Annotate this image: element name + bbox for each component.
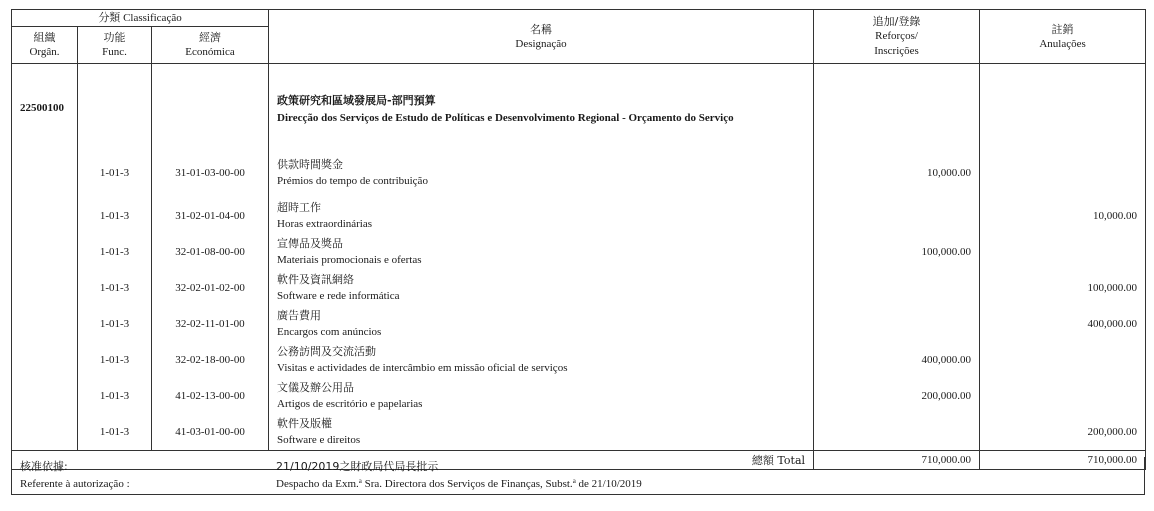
func-code: 1-01-3 [78,342,152,378]
table-row [12,270,1146,306]
reforcos-pt1: Reforços/ [875,30,918,42]
reforcos-header [814,10,980,64]
classification-header [12,10,269,27]
authorization-footer [11,457,1145,495]
designation-header [269,10,814,64]
anulacao-value [980,148,1146,198]
item-description [269,234,814,270]
item-pt: Software e rede informática [277,290,400,302]
econ-code: 32-01-08-00-00 [152,234,269,270]
func-code: 1-01-3 [78,414,152,451]
item-pt: Artigos de escritório e papelarias [277,398,423,410]
reforco-value [814,414,980,451]
item-description [269,342,814,378]
econ-header [152,27,269,64]
item-cn: 軟件及資訊網絡 [277,273,355,286]
anulacoes-header [980,10,1146,64]
reforcos-cn: 追加/登錄 [872,15,921,28]
item-description [269,198,814,234]
func-code: 1-01-3 [78,234,152,270]
organ-code: 22500100 [12,64,78,149]
func-header [78,27,152,64]
item-pt: Horas extraordinárias [277,218,373,230]
econ-code: 41-03-01-00-00 [152,414,269,451]
section-title-cn: 政策研究和區域發展局-部門預算 [277,94,436,107]
item-cn: 公務訪問及交流活動 [277,345,377,358]
classification-cn: 分類 [98,11,121,24]
reforco-value [814,306,980,342]
reforco-value [814,270,980,306]
total-anulacao: 710,000.00 [980,451,1146,470]
dispatch-pt-a: Despacho da Exm. [276,478,359,490]
anulacao-value: 100,000.00 [980,270,1146,306]
dispatch-pt-b: Sra. Directora dos Serviços de Finanças, Subst. [361,478,573,490]
econ-code: 32-02-11-01-00 [152,306,269,342]
reforcos-pt2: Inscrições [874,45,919,57]
econ-code: 32-02-18-00-00 [152,342,269,378]
item-cn: 文儀及辦公用品 [277,381,355,394]
item-pt: Visitas e actividades de intercâmbio em missão oficial de serviços [277,362,568,374]
section-row [12,64,1146,149]
header-row-1 [12,10,1146,27]
reforco-value: 100,000.00 [814,234,980,270]
table-row [12,148,1146,198]
item-description [269,270,814,306]
func-code: 1-01-3 [78,148,152,198]
reforco-value: 400,000.00 [814,342,980,378]
reforco-value [814,198,980,234]
reforco-value: 200,000.00 [814,378,980,414]
econ-cn: 經濟 [199,31,222,44]
reforco-value: 10,000.00 [814,148,980,198]
total-label-text: 總額 Total [751,454,806,467]
item-description [269,378,814,414]
table-row [12,198,1146,234]
item-pt: Software e direitos [277,434,361,446]
econ-code: 31-01-03-00-00 [152,148,269,198]
item-cn: 供款時間獎金 [277,158,344,171]
anulacao-value [980,378,1146,414]
anulacoes-pt: Anulações [1039,37,1086,50]
item-pt: Materiais promocionais e ofertas [277,254,422,266]
func-code: 1-01-3 [78,378,152,414]
organ-header [12,27,78,64]
dispatch-cn: 21/10/2019之財政局代局長批示 [276,460,439,473]
table-row [12,342,1146,378]
total-reforco: 710,000.00 [814,451,980,470]
func-code: 1-01-3 [78,270,152,306]
item-pt: Encargos com anúncios [277,326,382,338]
anulacao-value [980,234,1146,270]
table-row [12,378,1146,414]
basis-cn: 核准依據: [20,460,68,473]
organ-cn: 組織 [33,31,56,44]
func-code: 1-01-3 [78,198,152,234]
anulacao-value: 10,000.00 [980,198,1146,234]
func-pt: Func. [102,46,127,58]
table-row [12,234,1146,270]
designation-cn: 名稱 [530,22,553,36]
econ-pt: Económica [185,46,235,58]
anulacao-value: 200,000.00 [980,414,1146,451]
item-description [269,414,814,451]
dispatch-sup-a: a [358,477,362,485]
basis-pt: Referente à autorização : [20,478,130,490]
econ-code: 31-02-01-04-00 [152,198,269,234]
anulacoes-cn: 註銷 [1051,22,1074,36]
table-row [12,414,1146,451]
item-cn: 軟件及版權 [277,417,333,430]
item-description [269,148,814,198]
item-cn: 超時工作 [277,201,322,214]
item-description [269,306,814,342]
dispatch-pt [276,476,642,493]
budget-table [11,9,1146,470]
item-cn: 宣傳品及獎品 [277,237,344,250]
table-row [12,306,1146,342]
func-cn: 功能 [103,31,126,44]
dispatch-pt-c: de 21/10/2019 [575,478,642,490]
section-title [269,64,814,149]
dispatch-sup-b: a [572,477,576,485]
item-cn: 廣告費用 [277,309,322,322]
econ-code: 41-02-13-00-00 [152,378,269,414]
func-code: 1-01-3 [78,306,152,342]
organ-pt: Orgân. [29,46,60,58]
classification-pt: Classificação [123,12,182,24]
anulacao-value: 400,000.00 [980,306,1146,342]
section-title-pt: Direcção dos Serviços de Estudo de Políticas e Desenvolvimento Regional - Orçamento do Serviço [277,112,734,124]
anulacao-value [980,342,1146,378]
econ-code: 32-02-01-02-00 [152,270,269,306]
designation-pt: Designação [515,37,567,50]
item-pt: Prémios do tempo de contribuição [277,175,428,187]
